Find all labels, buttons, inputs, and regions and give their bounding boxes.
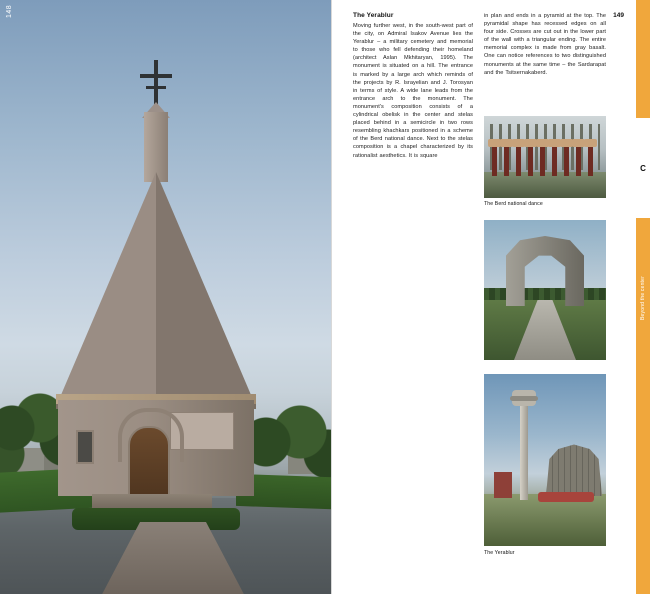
dancer-figure: [504, 146, 509, 176]
cross-icon-arm: [140, 74, 172, 78]
chapel-window: [76, 430, 94, 464]
body-paragraph-right: in plan and ends in a pyramid at the top. The pyramidal shape has recessed edges on all four side. Crosses are cut out in the lower part of the wall with a triangular ending. The entire memorial complex is made from gray basalt. One can notice references to two distinguished monuments at the same time – the Sardarapat and the Tsitsernakaberd.: [484, 13, 606, 76]
yerablur-entrance-arch-photo: [484, 220, 606, 360]
obelisk-ring: [510, 396, 538, 401]
body-paragraph-left: Moving further west, in the south-west part of the city, on Admiral Isakov Avenue lies the Yerablur – a military cemetery and memorial to those who fell defending their homeland (architect Aslan Mkhitaryan, 1995). The monument is situated on a hill. The entrance is marked by a large arch which reminds of the projects by R. Israyelian and J. Torosyan in terms of style. A wide lane leads from the entrance arch to the monument. The monument's composition consists of a cylindrical obelisk in the center and stelas placed behind in a semicircle in two rows resembling khachkars positioned in a scheme of the Berd national dance. Next to the stelas composition is a chapel characterized by its rationalist aesthetics. It is square: [353, 23, 473, 159]
dancer-figure: [516, 146, 521, 176]
cross-icon: [154, 60, 158, 106]
dancer-figure: [588, 146, 593, 176]
right-page-text: [332, 0, 650, 594]
dancer-figure: [528, 146, 533, 176]
dancer-figure: [564, 146, 569, 176]
edge-tab-section-label-wrap: [636, 218, 650, 378]
cross-icon-lower-arm: [146, 86, 166, 89]
yerablur-memorial-photo: [484, 374, 606, 546]
red-memorial-element: [494, 472, 512, 498]
text-column-left: [353, 12, 473, 160]
text-column-right: [484, 12, 606, 77]
chapel-door: [128, 426, 170, 500]
photo-caption-yerablur: The Yerablur: [484, 550, 515, 556]
right-page-number: 149: [613, 12, 624, 19]
yerablur-chapel: [58, 112, 254, 504]
dancer-figure: [540, 146, 545, 176]
dancer-figure: [552, 146, 557, 176]
edge-tab-letter: C: [636, 118, 650, 218]
page-title: The Yerablur: [353, 12, 394, 19]
dancer-figure: [576, 146, 581, 176]
flower-bed: [538, 492, 594, 502]
bert-national-dance-photo: [484, 116, 606, 198]
edge-tab-top: [636, 0, 650, 118]
left-page-number: 148: [6, 4, 13, 18]
obelisk-shaft: [520, 402, 528, 500]
roof-shaded-face: [156, 172, 254, 402]
edge-tab-section-label: Beyond the center: [640, 276, 647, 320]
dancer-figure: [492, 146, 497, 176]
photo-caption-dance: The Berd national dance: [484, 201, 543, 207]
